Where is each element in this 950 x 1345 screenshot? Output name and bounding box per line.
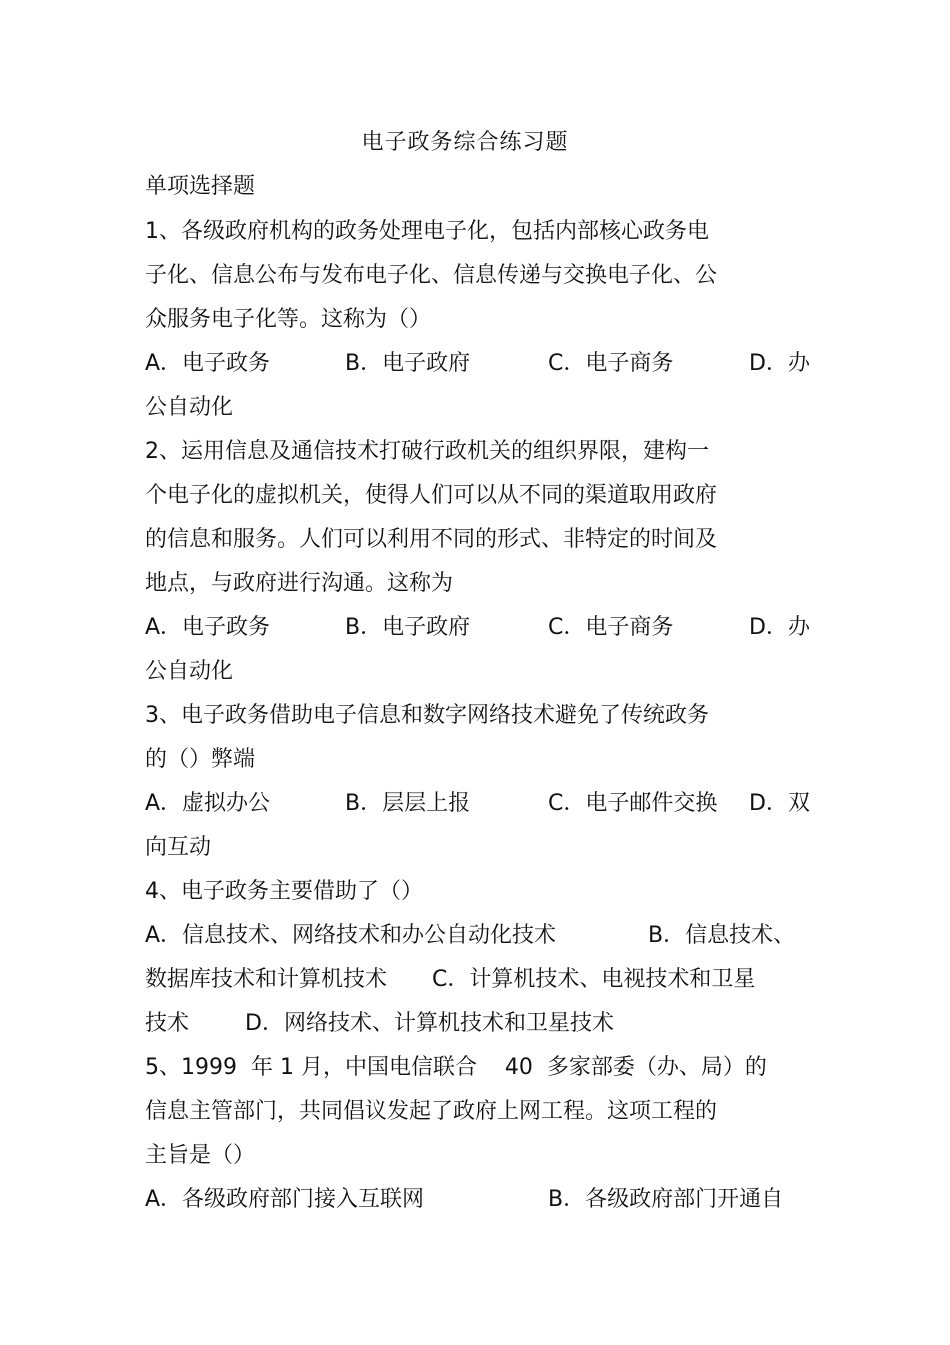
question-2-option-a: A．电子政务 (145, 615, 271, 640)
question-4-option-c-end: 技术 (145, 1011, 190, 1036)
question-4-option-b-end: 数据库技术和计算机技术 (145, 967, 388, 992)
question-5-option-a: A．各级政府部门接入互联网 (145, 1187, 425, 1212)
question-1-option-wrap: 公自动化 (145, 395, 234, 420)
question-4-line-1: 4、电子政务主要借助了（） (145, 879, 423, 904)
question-4-option-b-start: B．信息技术、 (648, 923, 796, 948)
question-1-option-c: C．电子商务 (548, 351, 674, 376)
question-2-line-1: 2、运用信息及通信技术打破行政机关的组织界限，建构一 (145, 439, 709, 464)
question-4-option-d: D．网络技术、计算机技术和卫星技术 (245, 1011, 614, 1036)
question-3-option-d: D．双 (749, 791, 810, 816)
question-2-line-3: 的信息和服务。人们可以利用不同的形式、非特定的时间及 (145, 527, 718, 552)
question-1-option-a: A．电子政务 (145, 351, 271, 376)
question-4-option-c-start: C．计算机技术、电视技术和卫星 (432, 967, 756, 992)
question-1-line-3: 众服务电子化等。这称为（） (145, 307, 432, 332)
question-2-option-b: B．电子政府 (345, 615, 471, 640)
question-1-line-2: 子化、信息公布与发布电子化、信息传递与交换电子化、公 (145, 263, 718, 288)
question-1-option-d: D．办 (749, 351, 810, 376)
question-5-option-b: B．各级政府部门开通自 (548, 1187, 784, 1212)
question-3-option-b: B．层层上报 (345, 791, 471, 816)
question-1-line-1: 1、各级政府机构的政务处理电子化，包括内部核心政务电 (145, 219, 709, 244)
question-3-option-a: A．虚拟办公 (145, 791, 271, 816)
question-3-option-wrap: 向互动 (145, 835, 212, 860)
document-title: 电子政务综合练习题 (361, 130, 569, 155)
question-3-line-1: 3、电子政务借助电子信息和数字网络技术避免了传统政务 (145, 703, 709, 728)
question-5-line-2: 信息主管部门，共同倡议发起了政府上网工程。这项工程的 (145, 1099, 718, 1124)
question-2-line-2: 个电子化的虚拟机关，使得人们可以从不同的渠道取用政府 (145, 483, 718, 508)
question-2-option-wrap: 公自动化 (145, 659, 234, 684)
question-2-option-c: C．电子商务 (548, 615, 674, 640)
question-2-option-d: D．办 (749, 615, 810, 640)
question-5-line-1: 5、1999 年 1 月，中国电信联合 40 多家部委（办、局）的 (145, 1055, 767, 1080)
question-1-option-b: B．电子政府 (345, 351, 471, 376)
question-5-line-3: 主旨是（） (145, 1143, 256, 1168)
question-3-option-c: C．电子邮件交换 (548, 791, 718, 816)
section-heading: 单项选择题 (145, 174, 256, 199)
question-2-line-4: 地点，与政府进行沟通。这称为 (145, 571, 454, 596)
question-4-option-a: A．信息技术、网络技术和办公自动化技术 (145, 923, 557, 948)
question-3-line-2: 的（）弊端 (145, 747, 256, 772)
